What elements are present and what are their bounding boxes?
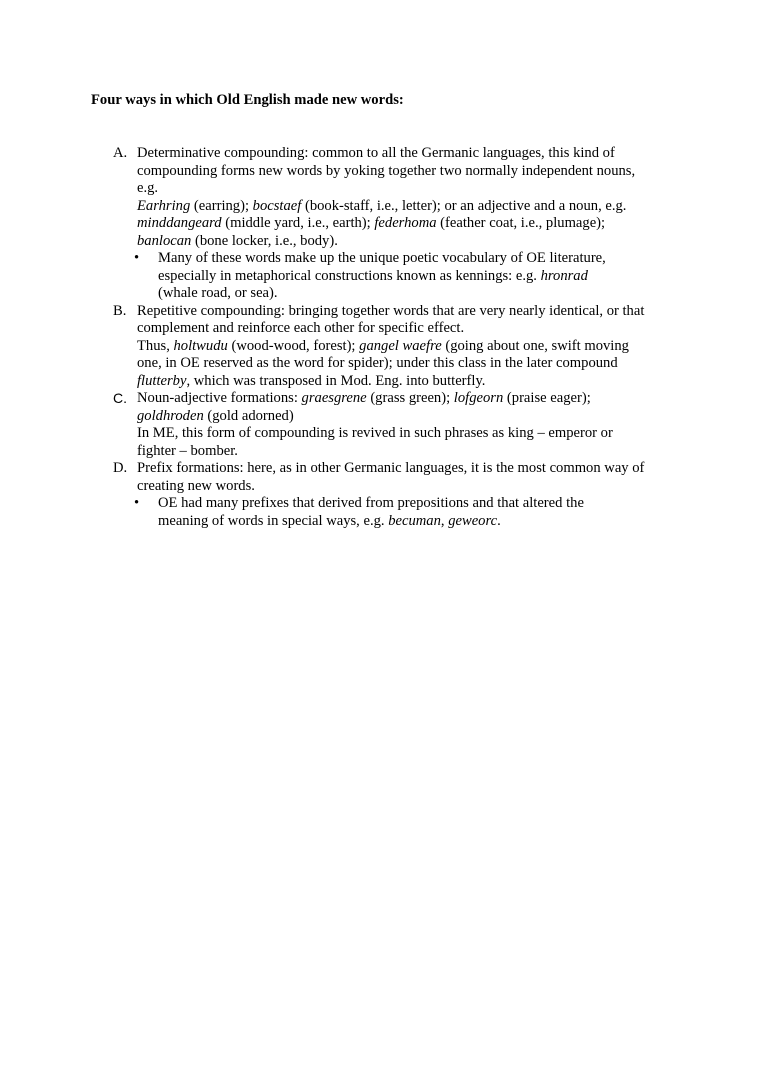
text-line <box>158 495 675 513</box>
sub-bullet <box>110 495 675 530</box>
italic-term: Earhring <box>137 197 191 214</box>
text-segment: fighter – bomber. <box>137 442 238 459</box>
text-segment: (middle yard, i.e., earth); <box>221 215 375 231</box>
italic-term: federhoma <box>374 215 437 231</box>
text-segment: , which was transposed in Mod. Eng. into butterfly. <box>186 372 486 389</box>
text-line <box>137 460 675 478</box>
text-line <box>137 303 675 321</box>
text-segment: (wood-wood, forest); <box>227 337 360 354</box>
italic-term: bocstaef <box>252 197 302 214</box>
text-line <box>158 250 675 268</box>
text-line <box>137 338 675 356</box>
item-marker: C. <box>113 390 127 406</box>
text-segment: . <box>497 512 501 529</box>
outline-item-a <box>110 145 675 250</box>
italic-term: holtwudu <box>173 337 228 354</box>
text-segment: Determinative compounding: common to all the Germanic languages, this kind of <box>137 145 615 161</box>
item-marker: A. <box>113 145 128 161</box>
text-line <box>158 513 675 531</box>
text-line <box>158 285 675 303</box>
text-segment: meaning of words in special ways, e.g. <box>158 512 389 529</box>
italic-term: lofgeorn <box>453 390 504 406</box>
text-segment: one, in OE reserved as the word for spider); under this class in the later compound <box>137 355 618 371</box>
text-segment: OE had many prefixes that derived from prepositions and that altered the <box>158 495 584 511</box>
item-body <box>137 390 675 460</box>
text-line <box>137 478 675 496</box>
item-body <box>137 460 675 495</box>
italic-term: goldhroden <box>137 407 204 424</box>
text-line <box>137 198 675 216</box>
text-segment: (whale road, or sea). <box>158 285 278 301</box>
text-segment: (going about one, swift moving <box>441 337 629 354</box>
text-segment: (grass green); <box>366 390 454 406</box>
bullet-dot-icon: • <box>134 250 140 266</box>
text-line <box>137 443 675 461</box>
italic-term: becuman <box>388 512 441 529</box>
text-line <box>137 390 675 408</box>
outline-item-d <box>110 460 675 495</box>
item-marker: D. <box>113 460 128 476</box>
item-body <box>137 303 675 391</box>
text-segment: Noun-adjective formations: <box>137 390 302 406</box>
outline-item-b <box>110 303 675 391</box>
text-line <box>137 180 675 198</box>
text-segment: Many of these words make up the unique poetic vocabulary of OE literature, <box>158 250 606 266</box>
text-segment: , <box>440 512 449 529</box>
text-segment: Thus, <box>137 337 174 354</box>
text-segment: In ME, this form of compounding is revived in such phrases as king – emperor or <box>137 425 613 441</box>
text-line <box>137 320 675 338</box>
text-segment: Prefix formations: here, as in other Germanic languages, it is the most common way of <box>137 460 645 476</box>
item-marker: B. <box>113 302 127 319</box>
text-segment: compounding forms new words by yoking together two normally independent nouns, <box>137 162 636 179</box>
item-body <box>137 145 675 250</box>
page-title: Four ways in which Old English made new words: <box>91 92 404 108</box>
bullet-dot-icon: • <box>134 495 140 511</box>
italic-term: hronrad <box>540 267 588 284</box>
text-line <box>137 425 675 443</box>
text-line <box>137 163 675 181</box>
italic-term: gangel waefre <box>359 337 442 354</box>
text-segment: (earring); <box>190 197 253 214</box>
text-segment: (feather coat, i.e., plumage); <box>436 215 606 231</box>
text-line <box>137 145 675 163</box>
text-segment: e.g. <box>137 180 159 196</box>
text-line <box>137 373 675 391</box>
text-segment: especially in metaphorical constructions known as kennings: e.g. <box>158 267 541 284</box>
italic-term: minddangeard <box>137 215 222 231</box>
text-line <box>137 233 675 251</box>
text-segment: creating new words. <box>137 477 255 494</box>
italic-term: geweorc <box>448 512 498 529</box>
italic-term: graesgrene <box>301 390 367 406</box>
text-segment: (gold adorned) <box>203 407 294 424</box>
text-segment: (bone locker, i.e., body). <box>191 232 338 249</box>
text-line <box>158 268 675 286</box>
sub-bullet <box>110 250 675 303</box>
text-line <box>137 215 675 233</box>
text-segment: (praise eager); <box>503 390 591 406</box>
text-line <box>137 408 675 426</box>
italic-term: flutterby <box>137 372 187 389</box>
text-line <box>137 355 675 373</box>
text-segment: complement and reinforce each other for specific effect. <box>137 320 465 336</box>
text-segment: Repetitive compounding: bringing together words that are very nearly identical, or that <box>137 302 645 319</box>
outline-list <box>110 145 675 530</box>
outline-item-c <box>110 390 675 460</box>
italic-term: banlocan <box>137 232 192 249</box>
text-segment: (book-staff, i.e., letter); or an adjective and a noun, e.g. <box>301 197 627 214</box>
